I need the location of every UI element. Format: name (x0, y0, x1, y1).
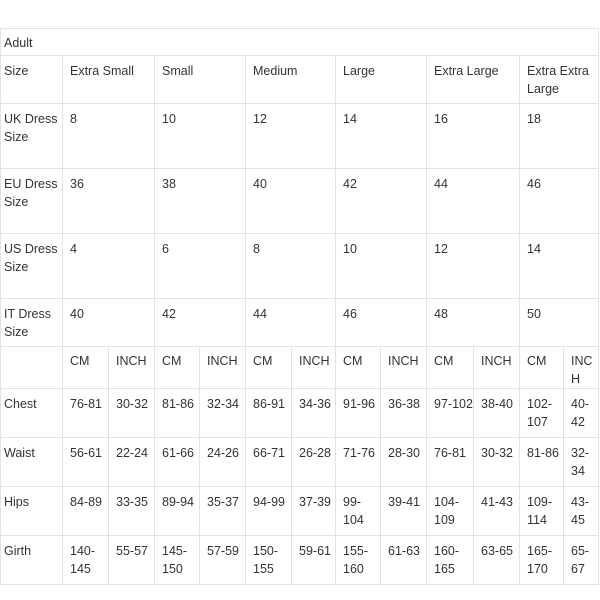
measurement-value: 84-89 (63, 487, 109, 536)
measurement-value: 30-32 (474, 438, 520, 487)
dress-size-value: 46 (520, 169, 599, 234)
measurement-value: 81-86 (520, 438, 564, 487)
dress-size-value: 10 (155, 104, 246, 169)
measurement-value: 150-155 (246, 536, 292, 585)
dress-size-value: 12 (246, 104, 336, 169)
measurement-value: 76-81 (427, 438, 474, 487)
measurement-row-hips (1, 487, 599, 536)
dress-size-row-eu (1, 169, 599, 234)
measurement-value: 55-57 (109, 536, 155, 585)
measurement-row-girth (1, 536, 599, 585)
measurement-value: 89-94 (155, 487, 200, 536)
measurement-value: 155-160 (336, 536, 381, 585)
row-label: US Dress Size (1, 234, 63, 299)
measurement-value: 37-39 (292, 487, 336, 536)
dress-size-value: 18 (520, 104, 599, 169)
row-label: Waist (1, 438, 63, 487)
dress-size-value: 12 (427, 234, 520, 299)
unit-cm: CM (336, 347, 381, 389)
measurement-value: 102-107 (520, 389, 564, 438)
measurement-value: 40-42 (564, 389, 599, 438)
size-header: Large (336, 56, 427, 104)
measurement-value: 38-40 (474, 389, 520, 438)
dress-size-value: 16 (427, 104, 520, 169)
dress-size-value: 42 (336, 169, 427, 234)
measurement-value: 65-67 (564, 536, 599, 585)
measurement-value: 61-63 (381, 536, 427, 585)
measurement-value: 57-59 (200, 536, 246, 585)
size-header: Extra Large (427, 56, 520, 104)
dress-size-value: 36 (63, 169, 155, 234)
measurement-value: 43-45 (564, 487, 599, 536)
measurement-row-chest (1, 389, 599, 438)
unit-inch: INCH (200, 347, 246, 389)
measurement-value: 71-76 (336, 438, 381, 487)
measurement-value: 36-38 (381, 389, 427, 438)
unit-cm: CM (520, 347, 564, 389)
measurement-value: 34-36 (292, 389, 336, 438)
measurement-value: 63-65 (474, 536, 520, 585)
measurement-value: 140-145 (63, 536, 109, 585)
measurement-value: 26-28 (292, 438, 336, 487)
unit-inch: INCH (564, 347, 599, 389)
dress-size-value: 40 (63, 299, 155, 347)
row-label: IT Dress Size (1, 299, 63, 347)
unit-inch: INCH (109, 347, 155, 389)
dress-size-value: 10 (336, 234, 427, 299)
unit-cm: CM (63, 347, 109, 389)
size-header: Small (155, 56, 246, 104)
size-header: Extra Extra Large (520, 56, 599, 104)
measurement-value: 81-86 (155, 389, 200, 438)
dress-size-value: 42 (155, 299, 246, 347)
measurement-value: 24-26 (200, 438, 246, 487)
measurement-value: 32-34 (564, 438, 599, 487)
empty-cell (1, 347, 63, 389)
dress-size-value: 38 (155, 169, 246, 234)
size-label: Size (1, 56, 63, 104)
measurement-value: 99-104 (336, 487, 381, 536)
measurement-value: 59-61 (292, 536, 336, 585)
unit-cm: CM (427, 347, 474, 389)
row-label: EU Dress Size (1, 169, 63, 234)
measurement-value: 91-96 (336, 389, 381, 438)
dress-size-value: 8 (63, 104, 155, 169)
size-header: Medium (246, 56, 336, 104)
measurement-value: 97-102 (427, 389, 474, 438)
measurement-value: 109-114 (520, 487, 564, 536)
measurement-value: 145-150 (155, 536, 200, 585)
measurement-value: 66-71 (246, 438, 292, 487)
dress-size-row-us (1, 234, 599, 299)
measurement-value: 94-99 (246, 487, 292, 536)
dress-size-row-uk (1, 104, 599, 169)
unit-cm: CM (246, 347, 292, 389)
measurement-value: 28-30 (381, 438, 427, 487)
measurement-value: 39-41 (381, 487, 427, 536)
dress-size-value: 6 (155, 234, 246, 299)
dress-size-value: 50 (520, 299, 599, 347)
measurement-value: 104-109 (427, 487, 474, 536)
dress-size-value: 46 (336, 299, 427, 347)
unit-inch: INCH (292, 347, 336, 389)
unit-cm: CM (155, 347, 200, 389)
row-label: Hips (1, 487, 63, 536)
measurement-value: 33-35 (109, 487, 155, 536)
measurement-value: 41-43 (474, 487, 520, 536)
unit-inch: INCH (381, 347, 427, 389)
dress-size-value: 44 (246, 299, 336, 347)
measurement-value: 165-170 (520, 536, 564, 585)
measurement-value: 56-61 (63, 438, 109, 487)
dress-size-value: 40 (246, 169, 336, 234)
measurement-value: 30-32 (109, 389, 155, 438)
measurement-value: 61-66 (155, 438, 200, 487)
size-header: Extra Small (63, 56, 155, 104)
measurement-value: 86-91 (246, 389, 292, 438)
measurement-row-waist (1, 438, 599, 487)
table-title-row (1, 29, 599, 56)
dress-size-value: 44 (427, 169, 520, 234)
dress-size-row-it (1, 299, 599, 347)
size-chart-table (0, 28, 599, 585)
dress-size-value: 14 (520, 234, 599, 299)
dress-size-value: 8 (246, 234, 336, 299)
row-label: Chest (1, 389, 63, 438)
dress-size-value: 48 (427, 299, 520, 347)
dress-size-value: 4 (63, 234, 155, 299)
row-label: Girth (1, 536, 63, 585)
unit-header-row (1, 347, 599, 389)
measurement-value: 32-34 (200, 389, 246, 438)
chart-title: Adult (1, 29, 599, 56)
unit-inch: INCH (474, 347, 520, 389)
row-label: UK Dress Size (1, 104, 63, 169)
measurement-value: 35-37 (200, 487, 246, 536)
size-header-row (1, 56, 599, 104)
dress-size-value: 14 (336, 104, 427, 169)
measurement-value: 160-165 (427, 536, 474, 585)
measurement-value: 76-81 (63, 389, 109, 438)
measurement-value: 22-24 (109, 438, 155, 487)
